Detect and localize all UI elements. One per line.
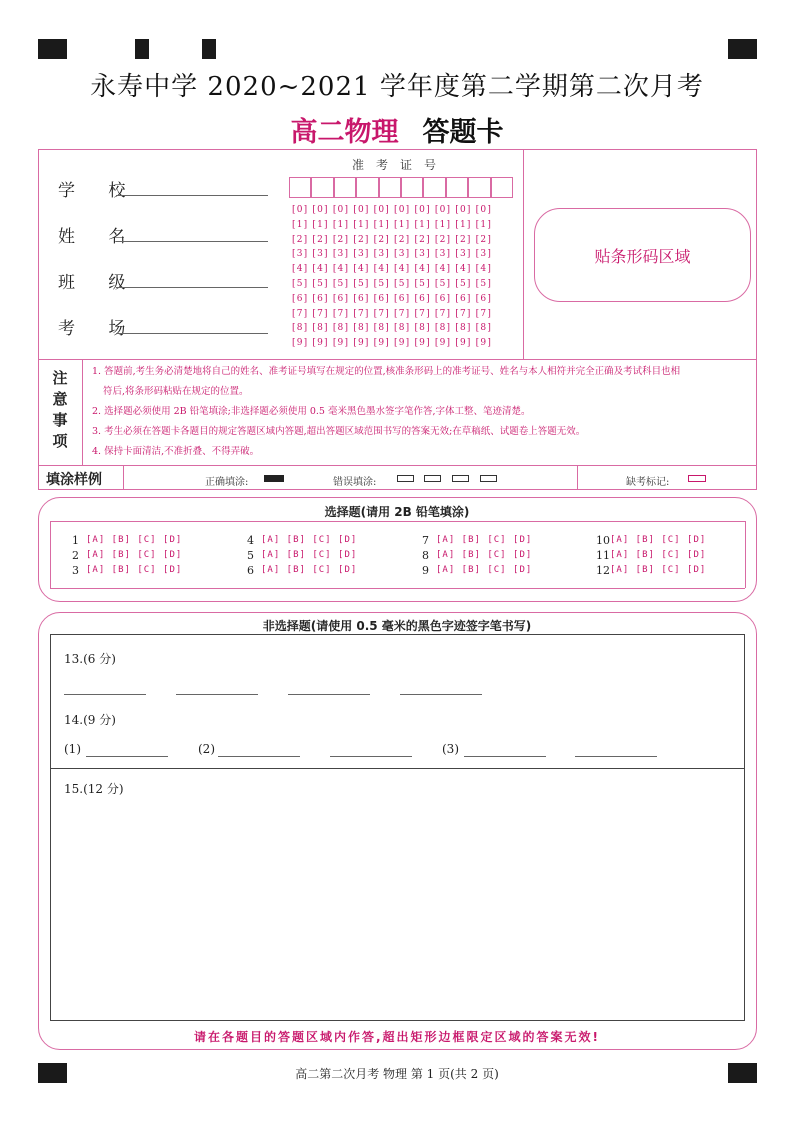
answer-area-warning: 请在各题目的答题区域内作答,超出矩形边框限定区域的答案无效! <box>193 1030 601 1044</box>
school-label: 学 校 <box>58 181 140 201</box>
divider <box>38 465 757 466</box>
correct-fill-label: 正确填涂: <box>205 477 249 488</box>
admission-digit-row[interactable]: [9] [9] [9] [9] [9] [9] [9] [9] [9] [9] <box>292 338 493 349</box>
page-footer: 高二第二次月考 物理 第 1 页(共 2 页) <box>295 1067 499 1081</box>
class-field[interactable] <box>116 287 268 288</box>
choice-option-bubbles[interactable]: [A] [B] [C] [D] <box>86 550 183 560</box>
class-label: 班 级 <box>58 273 140 293</box>
fill-example-label: 填涂样例 <box>46 472 102 488</box>
answer-box-13-14 <box>50 634 745 769</box>
choice-option-bubbles[interactable]: [A] [B] [C] [D] <box>86 565 183 575</box>
divider <box>82 359 83 465</box>
correct-fill-swatch <box>264 475 284 482</box>
admission-digit-row[interactable]: [7] [7] [7] [7] [7] [7] [7] [7] [7] [7] <box>292 308 493 319</box>
q14-blank[interactable] <box>218 756 300 757</box>
q13-blank[interactable] <box>64 694 146 695</box>
registration-mark <box>38 39 67 59</box>
school-field[interactable] <box>116 195 268 196</box>
admission-digit-box[interactable] <box>446 177 468 198</box>
note-line: 4. 保持卡面清洁,不准折叠、不得弄破。 <box>92 446 260 457</box>
q14-label: 14.(9 分) <box>64 713 116 727</box>
registration-mark <box>202 39 216 59</box>
choice-question-number: 9 <box>422 564 429 577</box>
q14-part-label: (2) <box>198 742 215 756</box>
exam-title: 永寿中学 2020~2021 学年度第二学期第二次月考 <box>90 72 704 102</box>
admission-digit-box[interactable] <box>423 177 445 198</box>
name-field[interactable] <box>116 241 268 242</box>
room-field[interactable] <box>116 333 268 334</box>
wrong-fill-swatch-cross <box>424 475 441 482</box>
divider <box>50 521 51 588</box>
barcode-area <box>534 208 751 302</box>
divider <box>38 359 757 360</box>
registration-mark <box>728 39 757 59</box>
q14-blank[interactable] <box>86 756 168 757</box>
wrong-fill-swatch-check <box>397 475 414 482</box>
divider <box>50 521 745 522</box>
choice-option-bubbles[interactable]: [A] [B] [C] [D] <box>610 565 707 575</box>
admission-digit-box[interactable] <box>401 177 423 198</box>
choice-question-number: 10 <box>596 534 610 547</box>
q14-blank[interactable] <box>575 756 657 757</box>
admission-digit-row[interactable]: [2] [2] [2] [2] [2] [2] [2] [2] [2] [2] <box>292 234 493 245</box>
admission-digit-box[interactable] <box>356 177 378 198</box>
choice-option-bubbles[interactable]: [A] [B] [C] [D] <box>86 535 183 545</box>
admission-digit-box[interactable] <box>468 177 490 198</box>
notes-title: 注意事项 <box>52 369 68 450</box>
absent-mark-box[interactable] <box>688 475 706 482</box>
q15-label: 15.(12 分) <box>64 782 124 796</box>
q13-blank[interactable] <box>176 694 258 695</box>
choice-question-number: 7 <box>422 534 429 547</box>
subject-title: 高二物理 <box>290 117 399 148</box>
q13-blank[interactable] <box>288 694 370 695</box>
admission-number-label: 准考证号 <box>352 158 449 172</box>
note-line: 2. 选择题必须使用 2B 铅笔填涂;非选择题必须使用 0.5 毫米黑色墨水签字笔作答,字体工整、笔迹清楚。 <box>92 406 531 417</box>
choice-question-number: 6 <box>247 564 254 577</box>
name-label: 姓 名 <box>58 227 140 247</box>
admission-digit-box[interactable] <box>379 177 401 198</box>
choice-question-number: 5 <box>247 549 254 562</box>
admission-digit-box[interactable] <box>289 177 311 198</box>
choice-option-bubbles[interactable]: [A] [B] [C] [D] <box>261 550 358 560</box>
choice-question-number: 8 <box>422 549 429 562</box>
admission-digit-row[interactable]: [0] [0] [0] [0] [0] [0] [0] [0] [0] [0] <box>292 205 493 215</box>
note-line: 3. 考生必须在答题卡各题目的规定答题区域内答题,超出答题区域范围书写的答案无效;在草稿纸、试题卷上答题无效。 <box>92 426 586 437</box>
choice-option-bubbles[interactable]: [A] [B] [C] [D] <box>436 565 533 575</box>
choice-question-number: 1 <box>72 534 79 547</box>
admission-digit-row[interactable]: [4] [4] [4] [4] [4] [4] [4] [4] [4] [4] <box>292 264 493 275</box>
note-line: 符后,将条形码粘贴在规定的位置。 <box>103 386 249 397</box>
choice-question-number: 12 <box>596 564 610 577</box>
card-label: 答题卡 <box>422 117 504 148</box>
q14-blank[interactable] <box>330 756 412 757</box>
wrong-fill-swatch-line <box>480 475 497 482</box>
choice-option-bubbles[interactable]: [A] [B] [C] [D] <box>261 565 358 575</box>
choice-option-bubbles[interactable]: [A] [B] [C] [D] <box>436 535 533 545</box>
nonchoice-title: 非选择题(请使用 0.5 毫米的黑色字迹签字笔书写) <box>262 619 532 633</box>
admission-digit-row[interactable]: [6] [6] [6] [6] [6] [6] [6] [6] [6] [6] <box>292 293 493 304</box>
barcode-label: 贴条形码区域 <box>594 246 691 266</box>
registration-mark <box>135 39 149 59</box>
choice-option-bubbles[interactable]: [A] [B] [C] [D] <box>610 550 707 560</box>
choice-option-bubbles[interactable]: [A] [B] [C] [D] <box>261 535 358 545</box>
absent-mark-label: 缺考标记: <box>626 477 670 488</box>
q14-part-label: (3) <box>442 742 459 756</box>
answer-box-15 <box>50 768 745 1021</box>
admission-digit-row[interactable]: [3] [3] [3] [3] [3] [3] [3] [3] [3] [3] <box>292 249 493 260</box>
wrong-fill-swatch-circle <box>452 475 469 482</box>
q13-blank[interactable] <box>400 694 482 695</box>
choice-option-bubbles[interactable]: [A] [B] [C] [D] <box>436 550 533 560</box>
choice-option-bubbles[interactable]: [A] [B] [C] [D] <box>610 535 707 545</box>
choice-question-number: 3 <box>72 564 79 577</box>
divider <box>50 588 745 589</box>
divider <box>123 465 124 490</box>
wrong-fill-label: 错误填涂: <box>333 477 377 488</box>
divider <box>523 149 524 359</box>
divider <box>745 521 746 588</box>
admission-digit-row[interactable]: [5] [5] [5] [5] [5] [5] [5] [5] [5] [5] <box>292 279 493 289</box>
room-label: 考 场 <box>58 319 140 339</box>
q13-label: 13.(6 分) <box>64 652 116 666</box>
admission-digit-row[interactable]: [8] [8] [8] [8] [8] [8] [8] [8] [8] [8] <box>292 323 493 334</box>
card-title <box>0 110 794 149</box>
divider <box>577 465 578 490</box>
choice-question-number: 4 <box>247 534 254 547</box>
admission-digit-box[interactable] <box>334 177 356 198</box>
choice-title: 选择题(请用 2B 铅笔填涂) <box>324 505 470 519</box>
admission-digit-box[interactable] <box>491 177 513 198</box>
admission-digit-box[interactable] <box>311 177 333 198</box>
q14-part-label: (1) <box>64 742 81 756</box>
choice-question-number: 2 <box>72 549 79 562</box>
choice-question-number: 11 <box>596 549 610 562</box>
note-line: 1. 答题前,考生务必清楚地将自己的姓名、准考证号填写在规定的位置,核准条形码上的准考证号、姓名与本人相符并完全正确及考试科目也相 <box>92 366 681 377</box>
q14-blank[interactable] <box>464 756 546 757</box>
admission-digit-row[interactable]: [1] [1] [1] [1] [1] [1] [1] [1] [1] [1] <box>292 219 493 230</box>
